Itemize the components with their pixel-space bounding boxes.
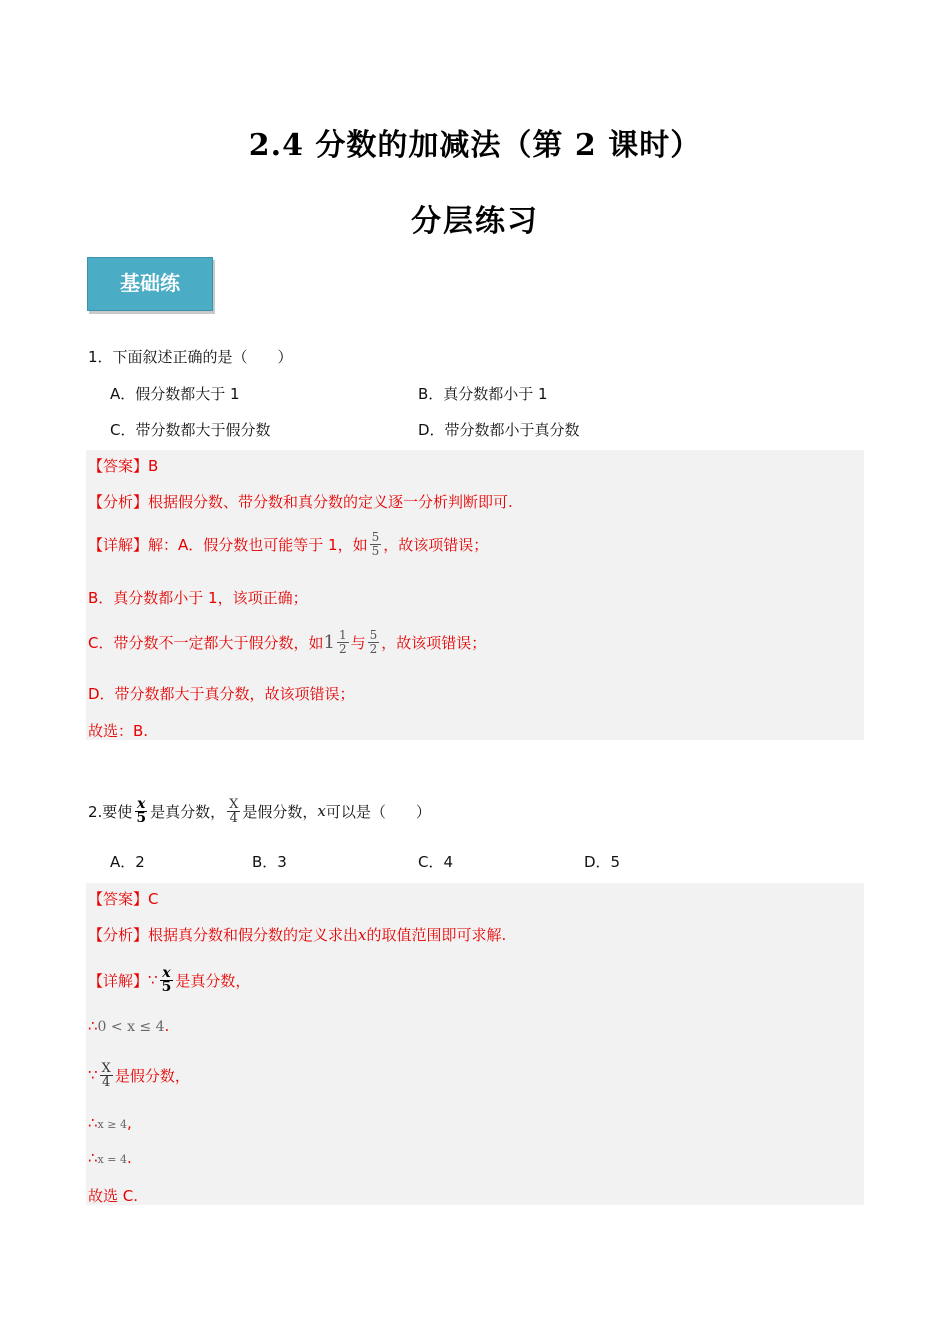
fraction-denominator: 5 [161, 978, 172, 995]
inequality-0-lt-x-le-4: 0 < x ≤ 4 [97, 1019, 165, 1035]
q1-analysis-text: 根据假分数、带分数和真分数的定义逐一分析判断即可. [148, 493, 513, 511]
fraction-numerator: X [101, 1060, 111, 1076]
fraction-numerator: 5 [369, 627, 378, 642]
fraction-X-4 [227, 798, 240, 825]
punct: . [126, 1149, 132, 1167]
fraction-x-5 [160, 964, 174, 995]
fraction-numerator: 5 [371, 529, 380, 544]
fraction-denominator: 4 [229, 810, 238, 826]
section-tag: 基础练 [87, 257, 213, 311]
fraction-denominator: 5 [136, 809, 147, 826]
q2-analysis-suffix: 的取值范围即可求解. [366, 926, 507, 944]
q1-detail-a [88, 522, 488, 566]
q2-detail-line3 [88, 1053, 190, 1097]
fraction-numerator: 1 [338, 627, 347, 642]
equation-x-eq-4: x = 4 [97, 1153, 127, 1166]
q2-analysis-label: 【分析】 [88, 926, 149, 944]
q1-detail-c-mid: 与 [350, 633, 366, 652]
q2-detail-line1-text: 是真分数， [175, 971, 251, 990]
because-symbol: ∵ [88, 1066, 98, 1084]
q1-detail-label: 【详解】 [88, 535, 149, 554]
q2-option-b: B．3 [252, 853, 287, 871]
q2-option-d: D．5 [584, 853, 621, 871]
q2-stem-prefix: 2.要使 [88, 802, 133, 821]
punct: , [126, 1114, 132, 1132]
q2-detail-line3-text: 是假分数， [114, 1066, 190, 1085]
q1-option-c: C．带分数都大于假分数 [110, 421, 271, 439]
because-symbol: ∵ [148, 971, 158, 989]
q1-detail-c [88, 620, 486, 664]
q2-stem-mid2: 是假分数， [242, 802, 318, 821]
therefore-symbol: ∴ [88, 1114, 98, 1132]
q2-detail-line4 [88, 1114, 132, 1132]
q1-detail-c-suffix: ，故该项错误； [381, 633, 487, 652]
q2-stem-mid: 是真分数， [150, 802, 226, 821]
q1-option-b: B．真分数都小于 1 [418, 385, 548, 403]
q1-detail-a-suffix: ，故该项错误； [383, 535, 489, 554]
q2-analysis-var: x [358, 926, 367, 944]
q2-conclusion: 故选 C. [88, 1187, 139, 1205]
fraction-denominator: 4 [102, 1074, 111, 1090]
q2-variable: x [317, 802, 326, 820]
punct: . [164, 1017, 170, 1035]
q1-stem: 1．下面叙述正确的是（ ） [88, 348, 293, 366]
q2-detail-line5 [88, 1149, 132, 1167]
fraction-X-4 [100, 1062, 113, 1089]
mixed-number [323, 629, 350, 656]
q1-detail-b: B．真分数都小于 1，该项正确； [88, 589, 308, 607]
q2-detail-label: 【详解】 [88, 971, 149, 990]
fraction-1-2 [337, 629, 349, 656]
q1-answer-value: B [148, 457, 159, 475]
q1-detail-d: D．带分数都大于真分数，故该项错误； [88, 685, 355, 703]
fraction-numerator: x [137, 795, 146, 812]
mixed-whole: 1 [323, 631, 335, 653]
fraction-numerator: x [162, 964, 171, 981]
q2-analysis [88, 924, 506, 945]
fraction-denominator: 2 [369, 641, 378, 656]
fraction-5-5 [370, 531, 382, 558]
page-title: 2.4 分数的加减法（第 2 课时） [248, 128, 702, 163]
q2-stem-suffix: 可以是（ ） [325, 802, 431, 821]
fraction-denominator: 5 [371, 543, 380, 558]
q1-option-a: A．假分数都大于 1 [110, 385, 240, 403]
fraction-x-5 [134, 795, 148, 826]
q2-stem [88, 789, 431, 833]
inequality-x-ge-4: x ≥ 4 [97, 1118, 127, 1131]
fraction-5-2 [368, 629, 380, 656]
q2-detail-line2 [88, 1017, 169, 1035]
q1-detail-a-prefix: 解：A．假分数也可能等于 1，如 [148, 535, 368, 554]
q2-analysis-prefix: 根据真分数和假分数的定义求出 [148, 926, 359, 944]
q2-option-c: C．4 [418, 853, 454, 871]
q1-analysis-label: 【分析】 [88, 493, 149, 511]
q1-option-d: D．带分数都小于真分数 [418, 421, 580, 439]
q1-answer [88, 455, 158, 476]
therefore-symbol: ∴ [88, 1017, 98, 1035]
fraction-numerator: X [229, 796, 239, 812]
q2-answer-label: 【答案】 [88, 890, 149, 908]
q2-answer-value: C [148, 890, 159, 908]
q2-option-a: A．2 [110, 853, 145, 871]
fraction-denominator: 2 [338, 641, 347, 656]
q2-detail-line1 [88, 958, 250, 1002]
q1-detail-c-prefix: C．带分数不一定都大于假分数，如 [88, 633, 324, 652]
q1-analysis [88, 491, 513, 512]
q1-conclusion: 故选：B. [88, 722, 149, 740]
page-subtitle: 分层练习 [411, 204, 539, 239]
q2-answer [88, 888, 159, 909]
q1-answer-label: 【答案】 [88, 457, 149, 475]
therefore-symbol: ∴ [88, 1149, 98, 1167]
